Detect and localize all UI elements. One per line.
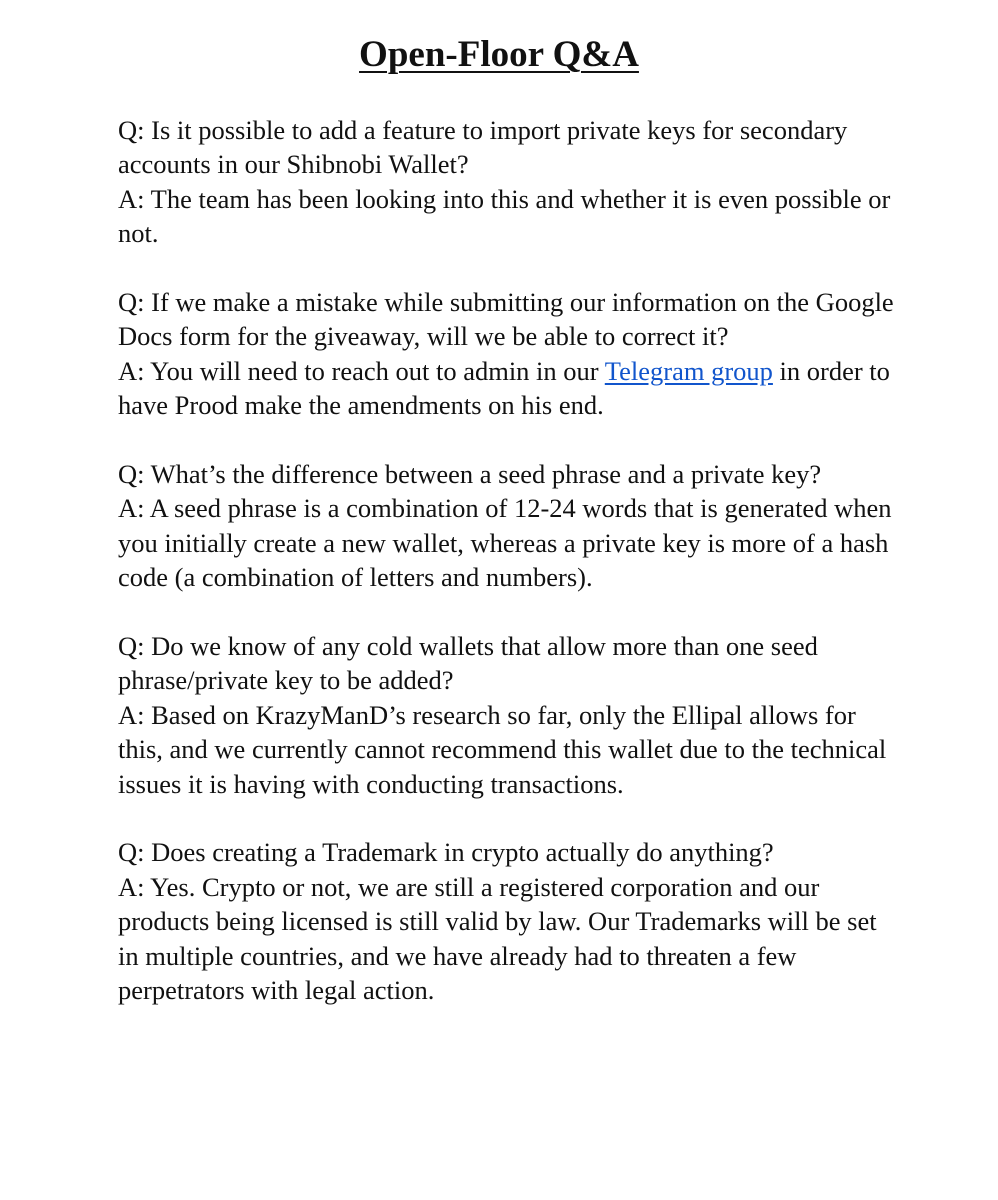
qa-item	[118, 285, 898, 423]
question-text: Q: If we make a mistake while submitting our information on the Google Docs form for the giveaway, will we be able to correct it?	[118, 287, 894, 352]
telegram-group-link[interactable]: Telegram group	[604, 355, 773, 386]
page-title: Open-Floor Q&A	[359, 34, 639, 75]
qa-item	[118, 457, 898, 595]
answer-text: A: The team has been looking into this and whether it is even possible or not.	[118, 183, 891, 249]
question-text: Q: Does creating a Trademark in crypto actually do anything?	[118, 837, 774, 868]
qa-item	[118, 629, 898, 801]
answer-text-part: in order to have Prood make the amendments on his end.	[118, 355, 890, 421]
question-text: Q: Do we know of any cold wallets that allow more than one seed phrase/private key to be added?	[118, 631, 818, 696]
answer-text: A: Based on KrazyManD’s research so far, only the Ellipal allows for this, and we currently cannot recommend this wallet due to the technical issues it is having with conducting transactions.	[118, 699, 887, 799]
qa-item	[118, 113, 898, 251]
question-text: Q: Is it possible to add a feature to import private keys for secondary accounts in our Shibnobi Wallet?	[118, 115, 848, 180]
question-text: Q: What’s the difference between a seed phrase and a private key?	[118, 459, 822, 490]
qa-item	[118, 835, 898, 1007]
answer-text: A: A seed phrase is a combination of 12-24 words that is generated when you initially create a new wallet, whereas a private key is more of a hash code (a combination of letters and numbers).	[118, 493, 892, 593]
answer-text-part: A: You will need to reach out to admin in our	[118, 355, 605, 386]
answer-text	[118, 354, 898, 423]
answer-text: A: Yes. Crypto or not, we are still a registered corporation and our products being licensed is still valid by law. Our Trademarks will be set in multiple countries, and we have already had to threaten a few perpetrators with legal action.	[118, 871, 877, 1006]
qa-list	[118, 113, 898, 1042]
